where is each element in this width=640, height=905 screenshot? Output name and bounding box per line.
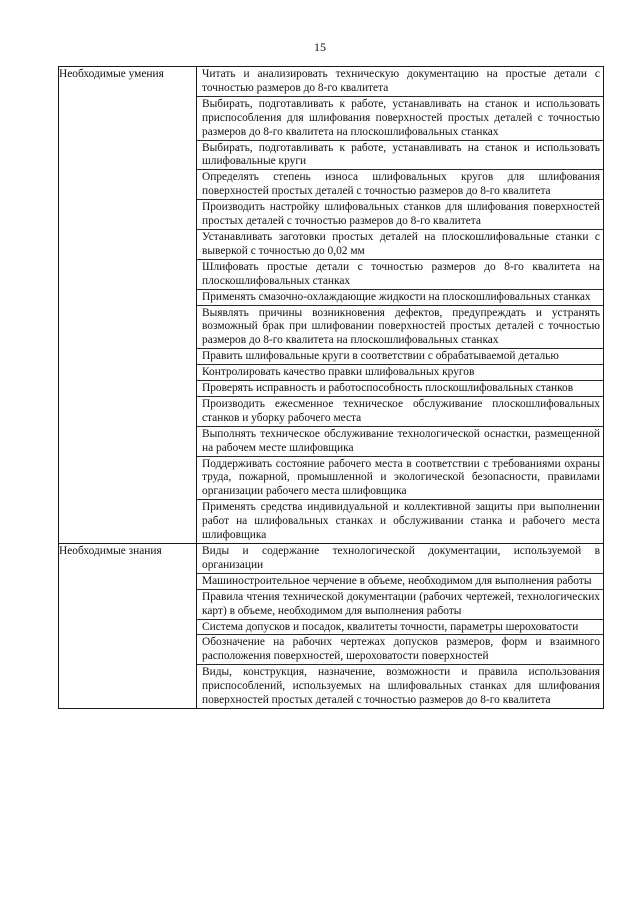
list-item: Контролировать качество правки шлифовальных кругов xyxy=(197,365,603,381)
list-item: Выявлять причины возникновения дефектов, предупреждать и устранять возможный брак при шлифовании поверхностей простых деталей с точностью размеров до 8-го квалитета на плоскошлифовальных станках xyxy=(197,306,603,350)
list-item: Проверять исправность и работоспособность плоскошлифовальных станков xyxy=(197,381,603,397)
list-item: Виды, конструкция, назначение, возможности и правила использования приспособлений, используемых на шлифовальных станках для шлифования поверхностей простых деталей с точностью размеров до 8-го квалитета xyxy=(202,666,600,707)
list-item: Читать и анализировать техническую документацию на простые детали с точностью размеров до 8-го квалитета xyxy=(197,67,603,97)
list-item: Производить настройку шлифовальных станков для шлифования поверхностей простых деталей с точностью размеров до 8-го квалитета xyxy=(197,200,603,230)
page-number: 15 xyxy=(314,40,326,54)
list-item: Система допусков и посадок, квалитеты точности, параметры шероховатости xyxy=(197,620,603,636)
requirements-table xyxy=(58,66,604,709)
list-item: Шлифовать простые детали с точностью размеров до 8-го квалитета на плоскошлифовальных станках xyxy=(197,260,603,290)
list-item: Обозначение на рабочих чертежах допусков размеров, форм и взаимного расположения поверхностей, шероховатости поверхностей xyxy=(197,635,603,665)
list-item: Выбирать, подготавливать к работе, устанавливать на станок и использовать приспособления для шлифования поверхностей простых деталей с точностью размеров до 8-го квалитета на плоскошлифовальных станках xyxy=(197,97,603,141)
list-item: Применять средства индивидуальной и коллективной защиты при выполнении работ на шлифовальных станках и обслуживании станка и рабочего места шлифовщика xyxy=(202,501,600,542)
list-item: Применять смазочно-охлаждающие жидкости на плоскошлифовальных станках xyxy=(197,290,603,306)
table-row-knowledge xyxy=(59,544,604,709)
list-item: Правила чтения технической документации (рабочих чертежей, технологических карт) в объеме, необходимом для выполнения работы xyxy=(197,590,603,620)
list-item: Выбирать, подготавливать к работе, устанавливать на станок и использовать шлифовальные круги xyxy=(197,141,603,171)
knowledge-list xyxy=(197,544,604,709)
list-item: Машиностроительное черчение в объеме, необходимом для выполнения работы xyxy=(197,574,603,590)
list-item: Виды и содержание технологической документации, используемой в организации xyxy=(197,544,603,574)
section-label-knowledge: Необходимые знания xyxy=(59,544,197,709)
list-item: Поддерживать состояние рабочего места в соответствии с требованиями охраны труда, пожарной, промышленной и экологической безопасности, правилами организации рабочего места шлифовщика xyxy=(197,457,603,501)
list-item: Править шлифовальные круги в соответствии с обрабатываемой деталью xyxy=(197,349,603,365)
list-item: Выполнять техническое обслуживание технологической оснастки, размещенной на рабочем месте шлифовщика xyxy=(197,427,603,457)
section-label-skills: Необходимые умения xyxy=(59,67,197,544)
skills-list xyxy=(197,67,604,544)
table-row-skills xyxy=(59,67,604,544)
list-item: Производить ежесменное техническое обслуживание плоскошлифовальных станков и уборку рабочего места xyxy=(197,397,603,427)
list-item: Устанавливать заготовки простых деталей на плоскошлифовальные станки с выверкой с точностью до 0,02 мм xyxy=(197,230,603,260)
list-item: Определять степень износа шлифовальных кругов для шлифования поверхностей простых деталей с точностью размеров до 8-го квалитета xyxy=(197,170,603,200)
